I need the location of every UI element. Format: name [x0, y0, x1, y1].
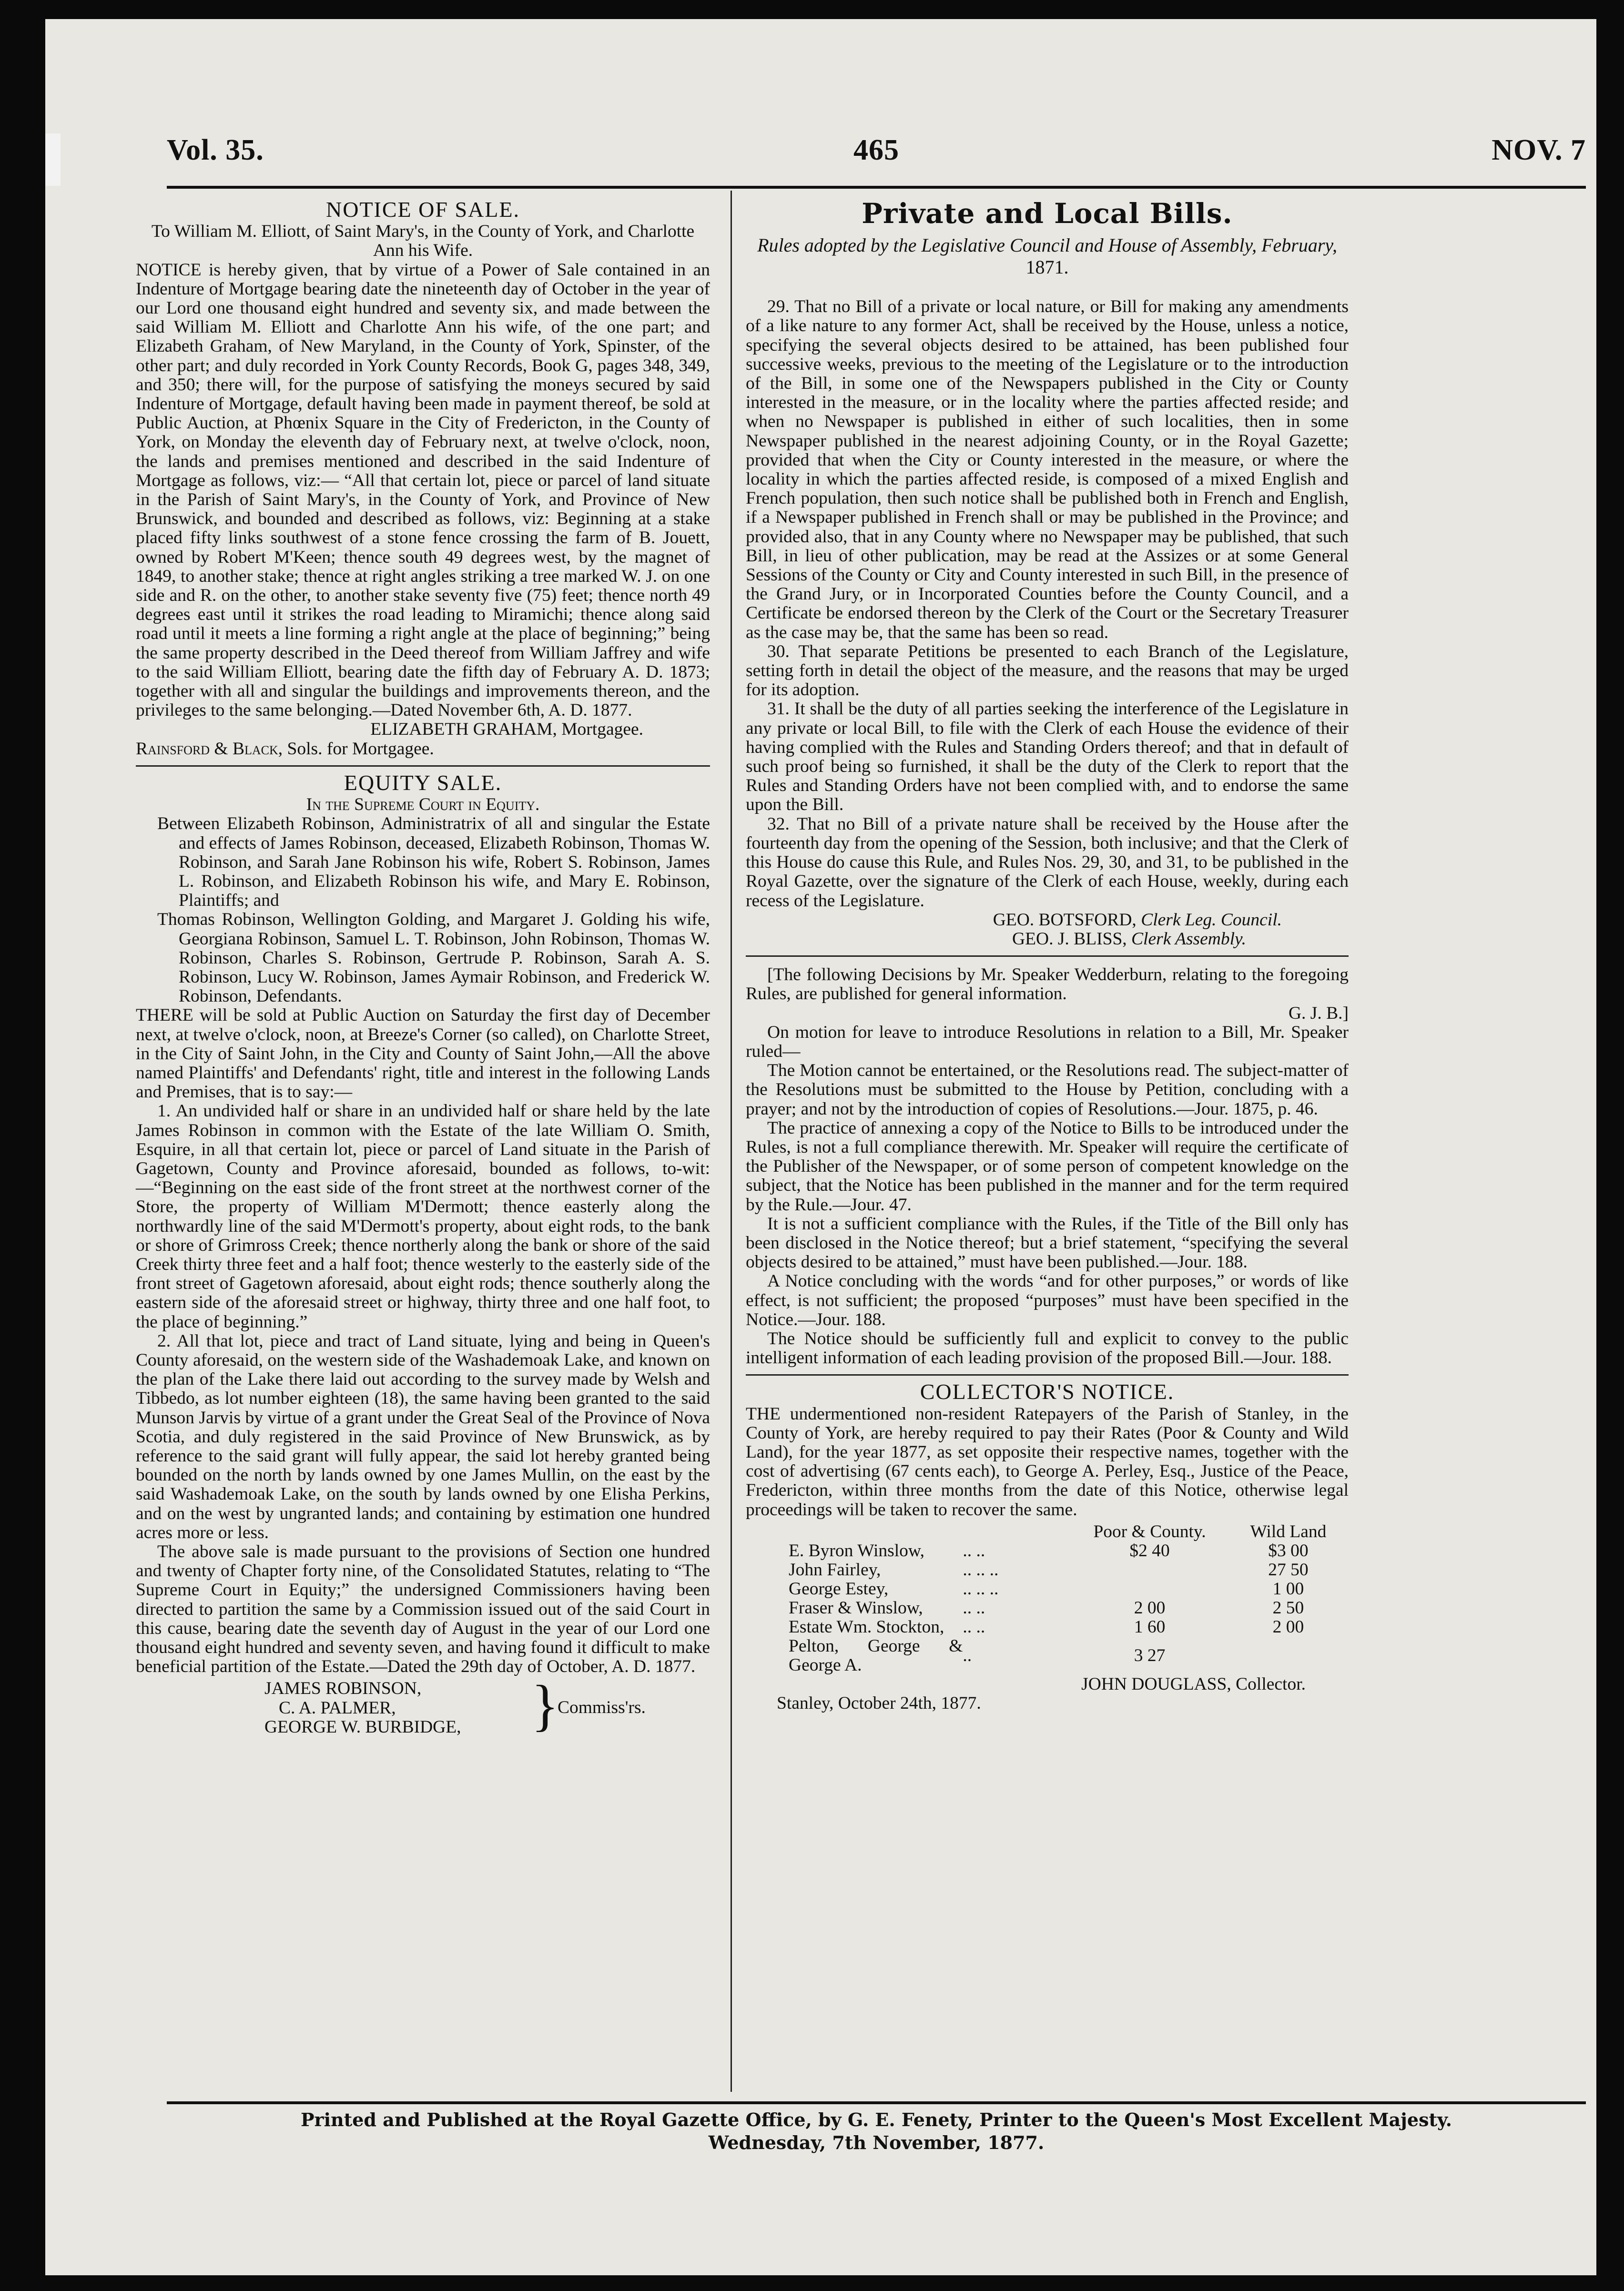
notice-solicitors	[136, 740, 710, 759]
table-row	[746, 1618, 1349, 1637]
ratepayer-name: Estate Wm. Stockton,	[789, 1617, 944, 1637]
wild-land-amount: 1 00	[1272, 1579, 1304, 1599]
ratepayer-name: George Estey,	[789, 1579, 889, 1599]
notice-body: NOTICE is hereby given, that by virtue of a Power of Sale contained in an Indenture of Mortgage bearing date the nineteenth day of October in the year of our Lord one thousand eight hundred and seventy six, and made between the said William M. Elliott and Charlotte Ann his wife, of the one part; and Elizabeth Graham, of New Maryland, in the County of York, Spinster, of the other part; and duly recorded in York County Records, Book G, pages 348, 349, and 350; there will, for the purpose of satisfying the moneys secured by said Indenture of Mortgage, default having been made in payment thereof, be sold at Public Auction, at Phœnix Square in the City of Fredericton, in the County of York, on Monday the eleventh day of February next, at twelve o'clock, noon, the lands and premises mentioned and described in the said Indenture of Mortgage as follows, viz:— “All that certain lot, piece or parcel of land situate in the Parish of Saint Mary's, in the County of York, and Province of New Brunswick, and bounded and described as follows, viz: Beginning at a stake placed fifty links southwest of a stone fence crossing the farm of B. Jouett, owned by Robert M'Keen; thence south 49 degrees west, by the magnet of 1849, to another stake; thence at right angles striking a tree marked W. J. on one side and R. on the other, to another stake seventy five (75) feet; thence north 49 degrees east until it strikes the road leading to Miramichi; thence along said road until it meets a line forming a right angle at the place of beginning;” being the same property described in the Deed thereof from William Jaffrey and wife to the said William Elliott, bearing date the fifth day of February A. D. 1873; together with all and singular the buildings and improvements thereon, and the privileges to the same belonging.—Dated November 6th, A. D. 1877.	[136, 260, 710, 720]
footer-rule	[167, 2101, 1586, 2104]
right-column	[746, 197, 1349, 1713]
wild-land-amount: 27 50	[1268, 1560, 1309, 1580]
poor-county-amount	[1071, 1561, 1228, 1580]
poor-county-amount: 1 60	[1134, 1617, 1166, 1637]
notice-signer: ELIZABETH GRAHAM, Mortgagee.	[370, 720, 643, 740]
signature-botsford	[746, 911, 1349, 930]
page-footer	[167, 2109, 1586, 2154]
poor-county-amount: 3 27	[1134, 1645, 1166, 1665]
equity-para-2: 1. An undivided half or share in an undivided half or share held by the late James Robinson in common with the Estate of the late William O. Smith, Esquire, in all that certain lot, piece or parcel of Land situate in the Parish of Gagetown, County and Province aforesaid, bounded as follows, to-wit:—“Beginning on the east side of the front street at the northwest corner of the Store, the property of William M'Dermott; thence easterly along the northwardly line of the said M'Dermott's property, about eight rods, to the bank or shore of Grimross Creek; thence northerly along the bank or shore of the said Creek thirty three feet and a half foot; thence westerly to the easterly side of the front street of Gagetown aforesaid, about eight rods; thence southerly along the eastern side of the aforesaid street or highway, thirty three and one half foot, to the place of beginning.”	[136, 1101, 710, 1332]
page-number: 465	[853, 134, 899, 166]
sig2-role: Clerk Assembly.	[1131, 929, 1246, 949]
table-header-row	[746, 1522, 1349, 1541]
table-row	[746, 1541, 1349, 1561]
leader-dots: .. ..	[963, 1598, 985, 1618]
footer-imprint: Printed and Published at the Royal Gazette Office, by G. E. Fenety, Printer to the Queen's Most Excellent Majesty.	[300, 2109, 1452, 2130]
collector-dateline: Stanley, October 24th, 1877.	[777, 1693, 981, 1713]
issue-date: NOV. 7	[1492, 134, 1586, 166]
collectors-notice-body: THE undermentioned non-resident Ratepayers of the Parish of Stanley, in the County of York, are hereby required to pay their Rates (Poor & County and Wild Land), for the year 1877, as set opposite their respective names, together with the cost of advertising (67 cents each), to George A. Perley, Esq., Justice of the Peace, Fredericton, within three months from the date of this Notice, otherwise legal proceedings will be taken to recover the same.	[746, 1404, 1349, 1520]
private-bills-subtitle	[746, 234, 1349, 278]
commissioner-1: JAMES ROBINSON,	[264, 1679, 422, 1699]
poor-county-amount	[1071, 1580, 1228, 1599]
volume-number: Vol. 35.	[167, 134, 264, 166]
sig2-name: GEO. J. BLISS,	[1012, 929, 1127, 949]
sig1-name: GEO. BOTSFORD,	[993, 910, 1137, 930]
column-divider	[731, 191, 732, 2092]
decision-5: A Notice concluding with the words “and for other purposes,” or words of like effect, is not sufficient; the proposed “purposes” must have been specified in the Notice.—Jour. 188.	[746, 1271, 1349, 1329]
notice-of-sale-title: NOTICE OF SALE.	[326, 197, 520, 222]
wild-land-amount: 2 00	[1272, 1617, 1304, 1637]
section-rule	[746, 1374, 1349, 1376]
section-rule	[746, 955, 1349, 957]
decision-3: The practice of annexing a copy of the Notice to Bills to be introduced under the Rules, is not a full compliance therewith. Mr. Speaker will require the certificate of the Publisher of the Newspaper, or of some person of competent knowledge on the subject, that the Notice has been published in the manner and for the term required by the Rule.—Jour. 47.	[746, 1118, 1349, 1215]
commissioner-3: GEORGE W. BURBIDGE,	[264, 1717, 461, 1737]
rule-32: 32. That no Bill of a private nature shall be received by the House after the fourteenth day from the opening of the Session, both inclusive; and that the Clerk of this House do cause this Rule, and Rules Nos. 29, 30, and 31, to be published in the Royal Gazette, over the signature of the Clerk of each House, weekly, during each recess of the Legislature.	[746, 814, 1349, 911]
equity-para-4: The above sale is made pursuant to the provisions of Section one hundred and twenty of Chapter forty nine, of the Consolidated Statutes, relating to “The Supreme Court in Equity;” the undersigned Commissioners having been directed to partition the same by a Commission issued out of the said Court in this cause, bearing date the seventh day of August in the year of our Lord one thousand eight hundred and seventy seven, and having found it difficult to make beneficial partition of the Estate.—Dated the 29th day of October, A. D. 1877.	[136, 1542, 710, 1677]
poor-county-amount: 2 00	[1134, 1598, 1166, 1618]
signature-bliss	[746, 930, 1349, 949]
leader-dots: .. .. ..	[963, 1560, 999, 1580]
page-edge-tab	[45, 133, 61, 186]
equity-para-1: THERE will be sold at Public Auction on Saturday the first day of December next, at twelve o'clock, noon, at Breeze's Corner (so called), on Charlotte Street, in the City of Saint John, in the City and County of Saint John,—All the above named Plaintiffs' and Defendants' right, title and interest in the following Lands and Premises, that is to say:—	[136, 1005, 710, 1102]
collector-signer: JOHN DOUGLASS, Collector.	[1081, 1674, 1306, 1694]
wild-land-amount: 2 50	[1272, 1598, 1304, 1618]
decision-4: It is not a sufficient compliance with the Rules, if the Title of the Bill only has been disclosed in the Notice thereof; but a brief statement, “specifying the several objects desired to be attained,” must have been published.—Jour. 188.	[746, 1214, 1349, 1272]
ratepayers-table	[746, 1522, 1349, 1675]
brace-symbol: }	[531, 1673, 559, 1737]
ratepayer-name: E. Byron Winslow,	[789, 1541, 924, 1561]
leader-dots: .. ..	[963, 1617, 985, 1637]
header-rule	[167, 186, 1586, 189]
wild-land-amount: $3 00	[1268, 1541, 1309, 1561]
collectors-notice-title: COLLECTOR'S NOTICE.	[920, 1379, 1175, 1404]
decision-1: On motion for leave to introduce Resolutions in relation to a Bill, Mr. Speaker ruled—	[746, 1022, 1349, 1061]
notice-address: To William M. Elliott, of Saint Mary's, in the County of York, and Charlotte Ann his Wife.	[151, 222, 695, 261]
commissioners-label: Commiss'rs.	[558, 1698, 646, 1718]
section-rule	[136, 765, 710, 767]
solicitors-name: Rainsford & Black,	[136, 739, 283, 759]
solicitors-role: Sols. for Mortgagee.	[287, 739, 434, 759]
table-row	[746, 1580, 1349, 1599]
ratepayer-name: Fraser & Winslow,	[789, 1598, 923, 1618]
ratepayer-name: John Fairley,	[789, 1560, 881, 1580]
equity-para-3: 2. All that lot, piece and tract of Land situate, lying and being in Queen's County aforesaid, on the western side of the Washademoak Lake, and known on the plan of the Lake there laid out according to the survey made by Welsh and Tibbedo, as lot number eighteen (18), the same having been granted to the said Munson Jarvis by virtue of a grant under the Great Seal of the Province of Nova Scotia, and duly registered in the said Province of New Brunswick, as by reference to the said grant will fully appear, the said lot hereby granted being bounded on the north by lands owned by one James Mullin, on the east by the said Washademoak Lake, on the south by lands owned by one Elisha Perkins, and on the west by ungranted lands; and containing by estimation one hundred acres more or less.	[136, 1331, 710, 1542]
rule-29: 29. That no Bill of a private or local nature, or Bill for making any amendments of a like nature to any former Act, shall be received by the House, unless a notice, specifying the several objects desired to be attained, has been published four successive weeks, previous to the meeting of the Legislature or to the introduction of the Bill, in some one of the Newspapers published in the City or County interested in the measure, or in the locality where the parties affected reside; and when no Newspaper is published in either of such localities, then in some Newspaper published in the nearest adjoining County, or in the Royal Gazette; provided that when the City or County interested in the measure, or where the locality in which the parties affected reside, is composed of a mixed English and French population, then such notice shall be published both in French and English, if a Newspaper published in French shall or may be published in the Province; and provided also, that in any County where no Newspaper may be published, that such Bill, in lieu of other publication, may be read at the Assizes or at some General Sessions of the County or City and County interested in such Bill, in the presence of the Grand Jury, or in Incorporated Counties before the County Council, and a Certificate be endorsed thereon by the Clerk of the Court or the Secretary Treasurer as the case may be, that the same has been so read.	[746, 297, 1349, 642]
ratepayer-name: Pelton, George & George A.	[789, 1636, 963, 1675]
leader-dots: ..	[963, 1645, 972, 1665]
table-row	[746, 1599, 1349, 1618]
leader-dots: .. .. ..	[963, 1579, 999, 1599]
col-wild-land: Wild Land	[1250, 1521, 1327, 1541]
left-column	[136, 197, 710, 1737]
commissioners-block	[264, 1673, 646, 1737]
equity-plaintiffs: Between Elizabeth Robinson, Administratrix of all and singular the Estate and effects of James Robinson, deceased, Elizabeth Robinson, Thomas W. Robinson, and Sarah Jane Robinson his wife, Robert S. Robinson, James L. Robinson, and Elizabeth Robinson his wife, and Mary E. Robinson, Plaintiffs; and	[157, 814, 710, 911]
table-row	[746, 1637, 1349, 1675]
footer-date: Wednesday, 7th November, 1877.	[708, 2132, 1045, 2153]
equity-defendants: Thomas Robinson, Wellington Golding, and Margaret J. Golding his wife, Georgiana Robinson, Samuel L. T. Robinson, John Robinson, Thomas W. Robinson, Charles S. Robinson, Gertrude P. Robinson, Sarah A. S. Robinson, Lucy W. Robinson, James Aymair Robinson, and Frederick W. Robinson, Defendants.	[157, 910, 710, 1006]
decisions-intro: [The following Decisions by Mr. Speaker Wedderburn, relating to the foregoing Rules, are published for general information.	[746, 965, 1349, 1004]
col-poor-county: Poor & County.	[1093, 1521, 1206, 1541]
sig1-role: Clerk Leg. Council.	[1141, 910, 1282, 930]
wild-land-amount	[1228, 1637, 1349, 1675]
rule-30: 30. That separate Petitions be presented to each Branch of the Legislature, setting forth in detail the object of the measure, and the reasons that may be urged for its adoption.	[746, 641, 1349, 700]
subtitle-text: Rules adopted by the Legislative Council and House of Assembly, February,	[757, 234, 1337, 256]
subtitle-year: 1871.	[1025, 256, 1069, 278]
decisions-initials: G. J. B.]	[1288, 1003, 1349, 1023]
decision-6: The Notice should be sufficiently full and explicit to convey to the public intelligent information of each leading provision of the proposed Bill.—Jour. 188.	[746, 1328, 1349, 1368]
decision-2: The Motion cannot be entertained, or the Resolutions read. The subject-matter of the Resolutions must be submitted to the House by Petition, concluding with a prayer; and not by the introduction of copies of Resolutions.—Jour. 1875, p. 46.	[746, 1061, 1349, 1119]
poor-county-amount: $2 40	[1129, 1541, 1170, 1561]
equity-sale-title: EQUITY SALE.	[344, 770, 502, 795]
rule-31: 31. It shall be the duty of all parties seeking the interference of the Legislature in any private or local Bill, to file with the Clerk of each House the evidence of their having complied with the Rules and Standing Orders thereof; and that in default of such proof being so furnished, it shall be the duty of the Clerk to report that the Rules and Standing Orders have not been complied with, and to endorse the same upon the Bill.	[746, 699, 1349, 815]
private-bills-title: Private and Local Bills.	[862, 197, 1233, 230]
equity-court: In the Supreme Court in Equity.	[306, 795, 540, 815]
leader-dots: .. ..	[963, 1541, 985, 1561]
table-row	[746, 1561, 1349, 1580]
commissioner-2: C. A. PALMER,	[279, 1698, 396, 1718]
